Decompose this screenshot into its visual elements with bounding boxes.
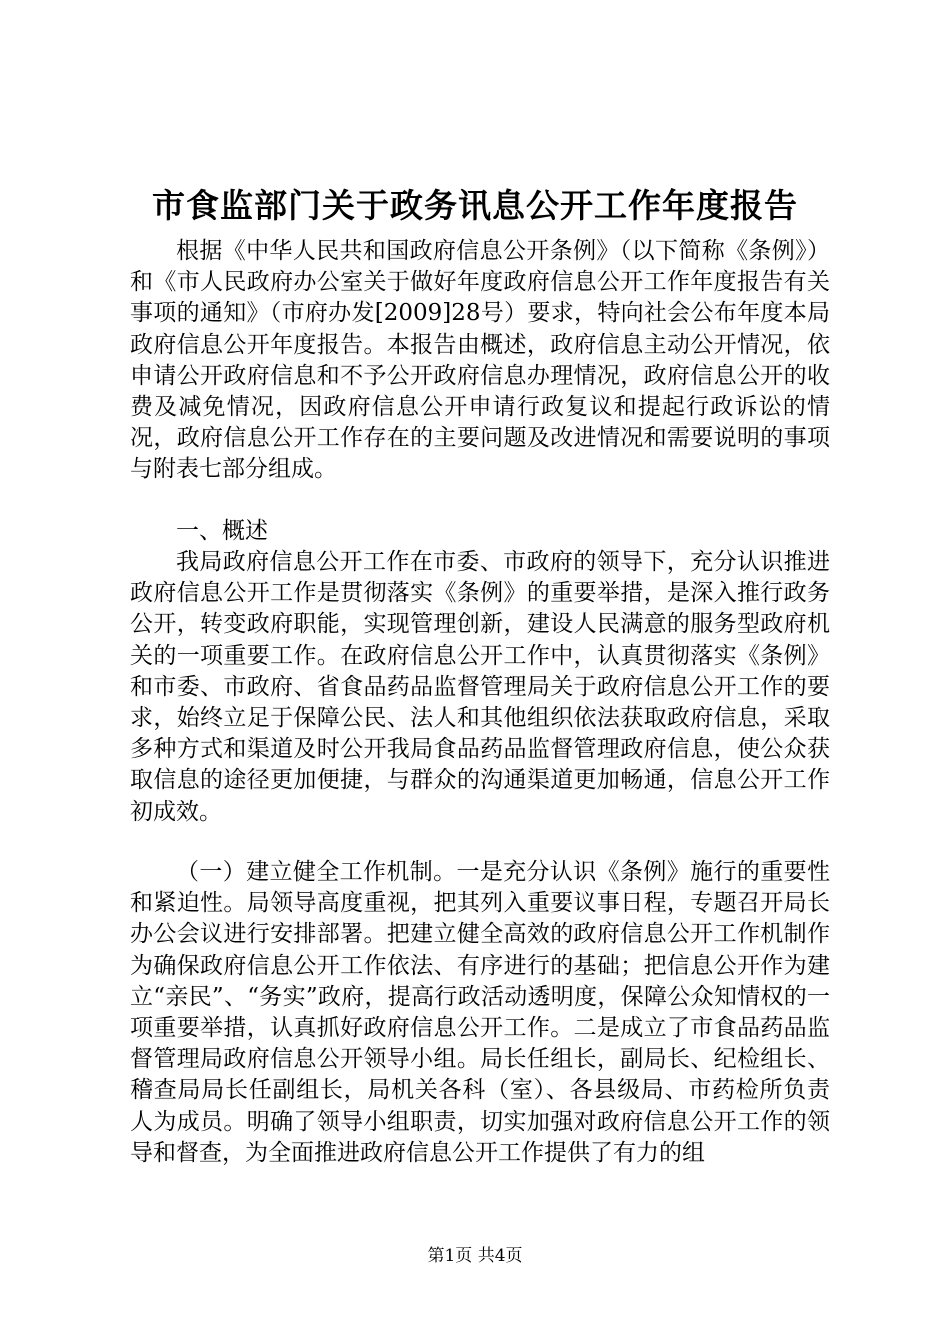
- paragraph-intro: 根据《中华人民共和国政府信息公开条例》（以下简称《条例》）和《市人民政府办公室关于做好年度政府信息公开工作年度报告有关事项的通知》（市府办发[2009]28号）要求，特向社会公布年度本局政府信息公开年度报告。本报告由概述，政府信息主动公开情况，依申请公开政府信息和不予公开政府信息办理情况，政府信息公开的收费及减免情况，因政府信息公开申请行政复议和提起行政诉讼的情况，政府信息公开工作存在的主要问题及改进情况和需要说明的事项与附表七部分组成。: [130, 238, 830, 483]
- paragraph-work-mechanism: （一）建立健全工作机制。一是充分认识《条例》施行的重要性和紧迫性。局领导高度重视，把其列入重要议事日程，专题召开局长办公会议进行安排部署。把建立健全高效的政府信息公开工作机制作为确保政府信息公开工作依法、有序进行的基础；把信息公开作为建立“亲民”、“务实”政府，提高行政活动透明度，保障公众知情权的一项重要举措，认真抓好政府信息公开工作。二是成立了市食品药品监督管理局政府信息公开领导小组。局长任组长，副局长、纪检组长、稽查局局长任副组长，局机关各科（室）、各县级局、市药检所负责人为成员。明确了领导小组职责，切实加强对政府信息公开工作的领导和督查，为全面推进政府信息公开工作提供了有力的组: [130, 859, 830, 1166]
- paragraph-overview: 我局政府信息公开工作在市委、市政府的领导下，充分认识推进政府信息公开工作是贯彻落实《条例》的重要举措，是深入推行政务公开，转变政府职能，实现管理创新，建设人民满意的服务型政府机关的一项重要工作。在政府信息公开工作中，认真贯彻落实《条例》和市委、市政府、省食品药品监督管理局关于政府信息公开工作的要求，始终立足于保障公民、法人和其他组织依法获取政府信息，采取多种方式和渠道及时公开我局食品药品监督管理政府信息，使公众获取信息的途径更加便捷，与群众的沟通渠道更加畅通，信息公开工作初成效。: [130, 549, 830, 825]
- section-heading-overview: 一、概述: [176, 518, 268, 544]
- page-footer: 第1页 共4页: [427, 1246, 523, 1266]
- document-title: 市食监部门关于政务讯息公开工作年度报告: [152, 186, 798, 225]
